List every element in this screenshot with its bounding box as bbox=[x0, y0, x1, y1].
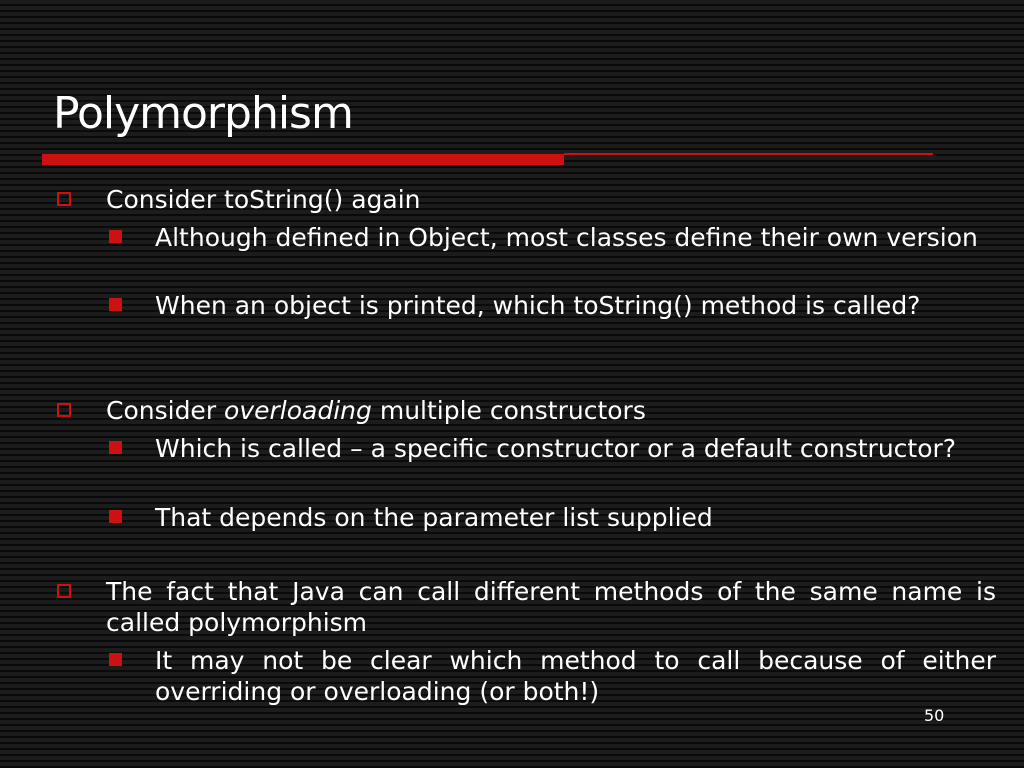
bullet-3-sub-1: It may not be clear which method to call because of either overriding or overloading (or both!) bbox=[155, 646, 996, 706]
bullet-1-text: Consider toString() again bbox=[106, 185, 421, 214]
filled-square-bullet-icon bbox=[109, 441, 122, 454]
filled-square-bullet-icon bbox=[109, 510, 122, 523]
bullet-2-text-start: Consider bbox=[106, 396, 225, 425]
bullet-1-sub-2: When an object is printed, which toString() method is called? bbox=[155, 291, 921, 320]
hollow-square-bullet-icon bbox=[57, 192, 71, 206]
filled-square-bullet-icon bbox=[109, 298, 122, 311]
title-underline-thin bbox=[564, 153, 933, 155]
slide-title: Polymorphism bbox=[53, 88, 353, 139]
bullet-2-sub-1: Which is called – a specific constructor or a default constructor? bbox=[155, 434, 957, 463]
bullet-2-text-emphasis: overloading bbox=[224, 396, 372, 425]
bullet-2-text bbox=[106, 395, 996, 426]
title-underline-thick bbox=[42, 154, 564, 165]
slide-number: 50 bbox=[924, 706, 945, 725]
bullet-2-text-end: multiple constructors bbox=[371, 396, 646, 425]
hollow-square-bullet-icon bbox=[57, 584, 71, 598]
filled-square-bullet-icon bbox=[109, 653, 122, 666]
bullet-2-sub-2: That depends on the parameter list supplied bbox=[155, 503, 713, 532]
filled-square-bullet-icon bbox=[109, 230, 122, 243]
hollow-square-bullet-icon bbox=[57, 403, 71, 417]
bullet-3-text: The fact that Java can call different methods of the same name is called polymorphism bbox=[106, 577, 996, 637]
bullet-1-sub-1: Although defined in Object, most classes define their own version bbox=[155, 223, 978, 252]
